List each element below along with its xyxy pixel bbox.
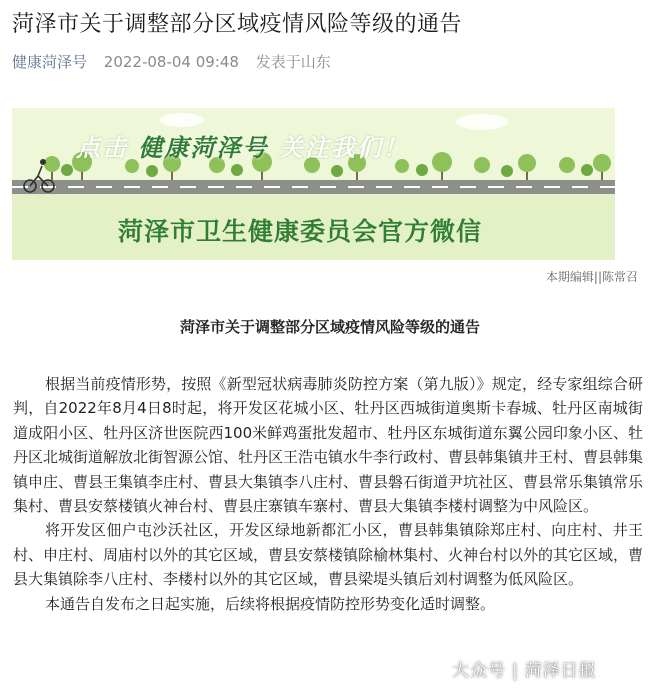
account-link[interactable]: 健康菏泽号 xyxy=(12,53,88,71)
article-meta xyxy=(12,52,331,72)
editor-credit: 本期编辑||陈常召 xyxy=(545,270,638,284)
source-watermark xyxy=(452,656,597,681)
banner-slogan-left: 点击 xyxy=(76,134,128,162)
publish-datetime: 2022-08-04 09:48 xyxy=(103,53,239,71)
publish-location: 发表于山东 xyxy=(255,53,331,71)
watermark-separator: | xyxy=(512,661,519,681)
article-title: 菏泽市关于调整部分区域疫情风险等级的通告 xyxy=(12,12,463,37)
notice-paragraph: 将开发区佃户屯沙沃社区，开发区绿地新都汇小区，曹县韩集镇除郑庄村、向庄村、井王村、申庄村、周庙村以外的其它区域，曹县安蔡楼镇除榆林集村、火神台村以外的其它区域，曹县大集镇除李八庄村、李楼村以外的其它区域，曹县梁堤头镇后刘村调整为低风险区。 xyxy=(13,521,644,589)
watermark-name: 菏泽日报 xyxy=(524,661,597,681)
notice-paragraph: 本通告自发布之日起实施，后续将根据疫情防控形势变化适时调整。 xyxy=(45,594,496,613)
notice-title: 菏泽市关于调整部分区域疫情风险等级的通告 xyxy=(179,318,480,336)
notice-paragraph: 根据当前疫情形势，按照《新型冠状病毒肺炎防控方案（第九版）》规定，经专家组综合研判，自2022年8月4日8时起，将开发区花城小区、牡丹区西城街道奥斯卡春城、牡丹区南城街道成阳小区、牡丹区济世医院西100米鲜鸡蛋批发超市、牡丹区东城街道东翼公园印象小区、牡丹区北城街道解放北街智源公馆、牡丹区王浩屯镇水牛李行政村、曹县韩集镇井王村、曹县韩集镇申庄、曹县王集镇李庄村、曹县大集镇李八庄村、曹县磐石街道尹坑社区、曹县常乐集镇常乐集村、曹县安蔡楼镇火神台村、曹县庄寨镇车寨村、曹县大集镇李楼村调整为中风险区。 xyxy=(13,375,644,516)
banner-slogan xyxy=(76,128,409,163)
banner-image[interactable] xyxy=(12,108,615,260)
banner-slogan-account: 健康菏泽号 xyxy=(138,134,269,162)
watermark-source: 大众号 xyxy=(452,661,506,681)
notice-body xyxy=(13,372,643,616)
banner-slogan-right: 关注我们！ xyxy=(278,134,409,162)
banner-org-name: 菏泽市卫生健康委员会官方微信 xyxy=(118,217,483,246)
